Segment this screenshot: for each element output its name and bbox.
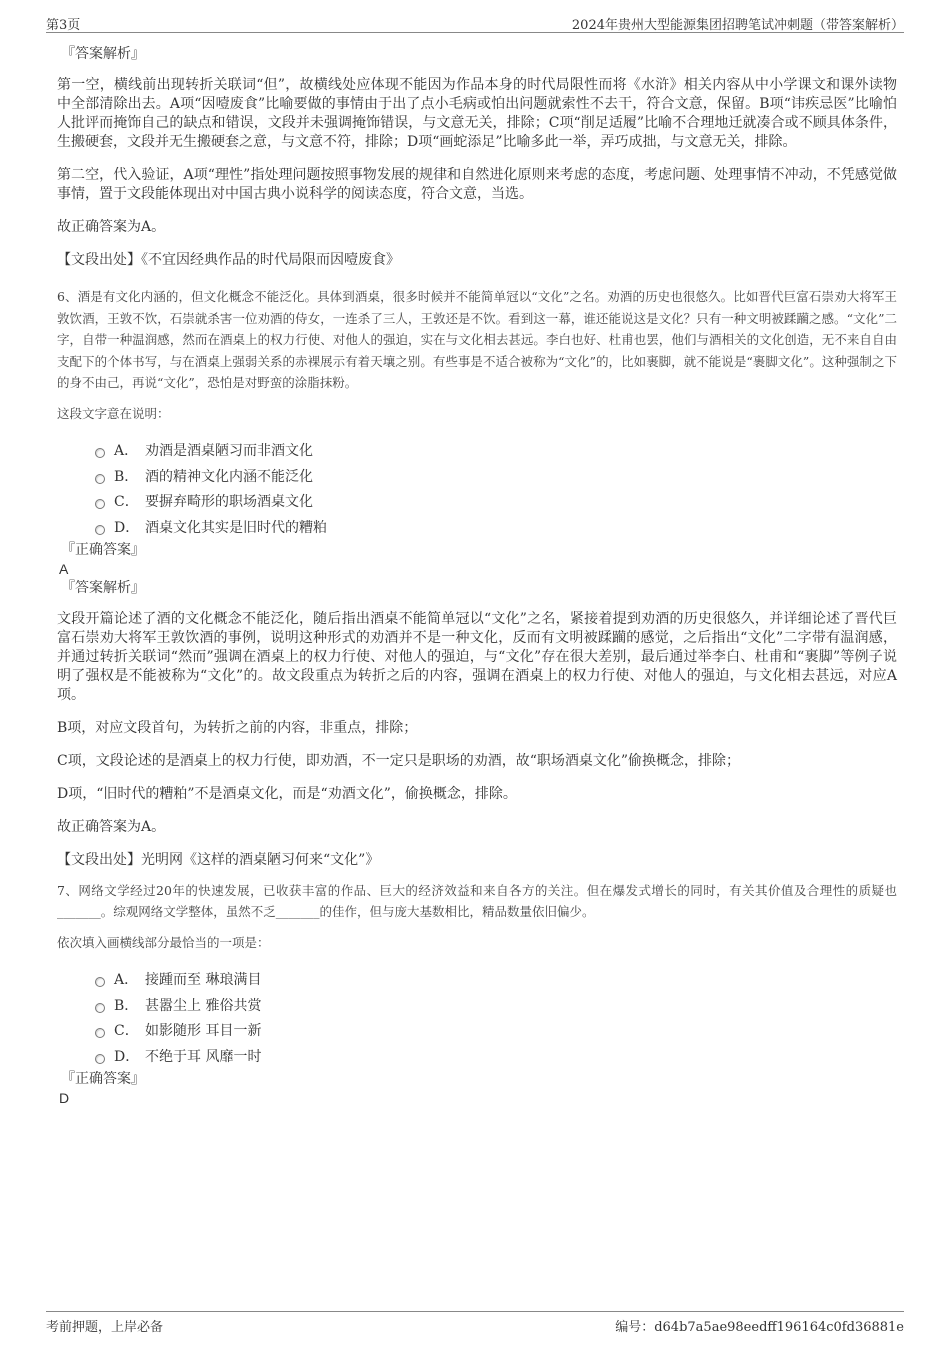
- page-content: [57, 44, 897, 1107]
- q6-analysis-p1: 文段开篇论述了酒的文化概念不能泛化，随后指出酒桌不能简单冠以“文化”之名，紧接着提到劝酒的历史很悠久，并详细论述了晋代巨富石崇劝大将军王敦饮酒的事例，说明这种形式的劝酒并不是一种文化，反而有文明被蹂躏的感觉，之后指出“文化”二字带有温润感，并通过转折关联词“然而”强调在酒桌上的权力行使、对他人的强迫，与“文化”存在很大差别，最后通过举李白、杜甫和“裹脚”等例子说明了强权是不能被称为“文化”的。故文段重点为转折之后的内容，强调在酒桌上的权力行使、对他人的强迫，与文化相去甚远，对应A项。: [57, 610, 897, 703]
- footer-slogan: 考前押题，上岸必备: [46, 1320, 164, 1335]
- q5-analysis-label: 『答案解析』: [61, 46, 145, 62]
- radio-icon[interactable]: [95, 499, 105, 509]
- q7-question-text: 7、网络文学经过20年的快速发展，已收获丰富的作品、巨大的经济效益和来自各方的关注。但在爆发式增长的同时，有关其价值及合理性的质疑也_______。综观网络文学整体，虽然不乏_______的佳作，但与庞大基数相比，精品数量依旧偏少。: [57, 882, 897, 919]
- q6-analysis-c: C项，文段论述的是酒桌上的权力行使，即劝酒，不一定只是职场的劝酒，故“职场酒桌文化”偷换概念，排除；: [57, 752, 741, 769]
- radio-icon[interactable]: [95, 525, 105, 535]
- q7-option-a[interactable]: A． 接踵而至 琳琅满目: [95, 967, 897, 993]
- radio-icon[interactable]: [95, 1003, 105, 1013]
- document-title: 2024年贵州大型能源集团招聘笔试冲刺题（带答案解析）: [571, 18, 904, 33]
- q6-analysis-d: D项，“旧时代的糟粕”不是酒桌文化，而是“劝酒文化”，偷换概念，排除。: [57, 785, 517, 802]
- q7-prompt: 依次填入画横线部分最恰当的一项是：: [57, 934, 270, 950]
- q5-analysis-p1: 第一空，横线前出现转折关联词“但”，故横线处应体现不能因为作品本身的时代局限性而将《水浒》相关内容从中小学课文和课外读物中全部清除出去。A项“因噎废食”比喻要做的事情由于出了点小毛病或怕出问题就索性不去干，符合文意，保留。B项“讳疾忌医”比喻怕人批评而掩饰自己的缺点和错误，文段并未强调掩饰错误，与文意无关，排除；C项“削足适履”比喻不合理地迁就凑合或不顾具体条件，生搬硬套，文段并无生搬硬套之意，与文意不符，排除；D项“画蛇添足”比喻多此一举，弄巧成拙，与文意无关，排除。: [57, 77, 897, 150]
- q6-options: [57, 438, 897, 540]
- q6-analysis-label: 『答案解析』: [61, 579, 145, 596]
- q5-source: 【文段出处】《不宜因经典作品的时代局限而因噎废食》: [57, 252, 400, 268]
- radio-icon[interactable]: [95, 448, 105, 458]
- q7-answer: D: [59, 1089, 70, 1106]
- q7-options: [57, 967, 897, 1069]
- q6-analysis-b: B项，对应文段首句，为转折之前的内容，非重点，排除；: [57, 719, 418, 736]
- q7-option-b[interactable]: B． 甚嚣尘上 雅俗共赏: [95, 992, 897, 1018]
- q6-option-a[interactable]: A． 劝酒是酒桌陋习而非酒文化: [95, 438, 897, 464]
- q5-conclusion: 故正确答案为A。: [57, 219, 166, 235]
- q6-prompt: 这段文字意在说明：: [57, 405, 170, 421]
- page-header: [46, 14, 904, 33]
- q6-source: 【文段出处】光明网《这样的酒桌陋习何来“文化”》: [57, 851, 380, 868]
- q7-answer-label: 『正确答案』: [61, 1070, 145, 1087]
- q6-option-c[interactable]: C． 要摒弃畸形的职场酒桌文化: [95, 489, 897, 515]
- q6-answer: A: [59, 560, 69, 577]
- q6-option-b[interactable]: B． 酒的精神文化内涵不能泛化: [95, 463, 897, 489]
- radio-icon[interactable]: [95, 1028, 105, 1038]
- radio-icon[interactable]: [95, 474, 105, 484]
- q6-question-text: 6、酒是有文化内涵的，但文化概念不能泛化。具体到酒桌，很多时候并不能简单冠以“文化”之名。劝酒的历史也很悠久。比如晋代巨富石崇劝大将军王敦饮酒，王敦不饮，石崇就杀害一位劝酒的侍女，一连杀了三人，王敦还是不饮。看到这一幕，谁还能说这是文化？只有一种文明被蹂躏之感。“文化”二字，自带一种温润感，然而在酒桌上的权力行使、对他人的强迫，实在与文化相去甚远。李白也好、杜甫也罢，他们与酒相关的文化创造，无不来自自由支配下的个体书写，与在酒桌上强弱关系的赤裸展示有着天壤之别。有些事是不适合被称为“文化”的，比如裹脚，就不能说是“裹脚文化”。这种强制之下的身不由己，再说“文化”，恐怕是对野蛮的涂脂抹粉。: [57, 289, 897, 390]
- document-code: 编号：d64b7a5ae98eedff196164c0fd36881e: [615, 1320, 904, 1335]
- page-footer: [46, 1311, 904, 1334]
- radio-icon[interactable]: [95, 977, 105, 987]
- q6-conclusion: 故正确答案为A。: [57, 818, 166, 835]
- q7-option-d[interactable]: D． 不绝于耳 风靡一时: [95, 1043, 897, 1069]
- q7-option-c[interactable]: C． 如影随形 耳目一新: [95, 1018, 897, 1044]
- q5-analysis-p2: 第二空，代入验证，A项“理性”指处理问题按照事物发展的规律和自然进化原则来考虑的态度，考虑问题、处理事情不冲动，不凭感觉做事情，置于文段能体现出对中国古典小说科学的阅读态度，符合文意，当选。: [57, 167, 897, 202]
- q6-option-d[interactable]: D． 酒桌文化其实是旧时代的糟粕: [95, 514, 897, 540]
- radio-icon[interactable]: [95, 1054, 105, 1064]
- page-number: 第3页: [46, 18, 81, 33]
- q6-answer-label: 『正确答案』: [61, 541, 145, 558]
